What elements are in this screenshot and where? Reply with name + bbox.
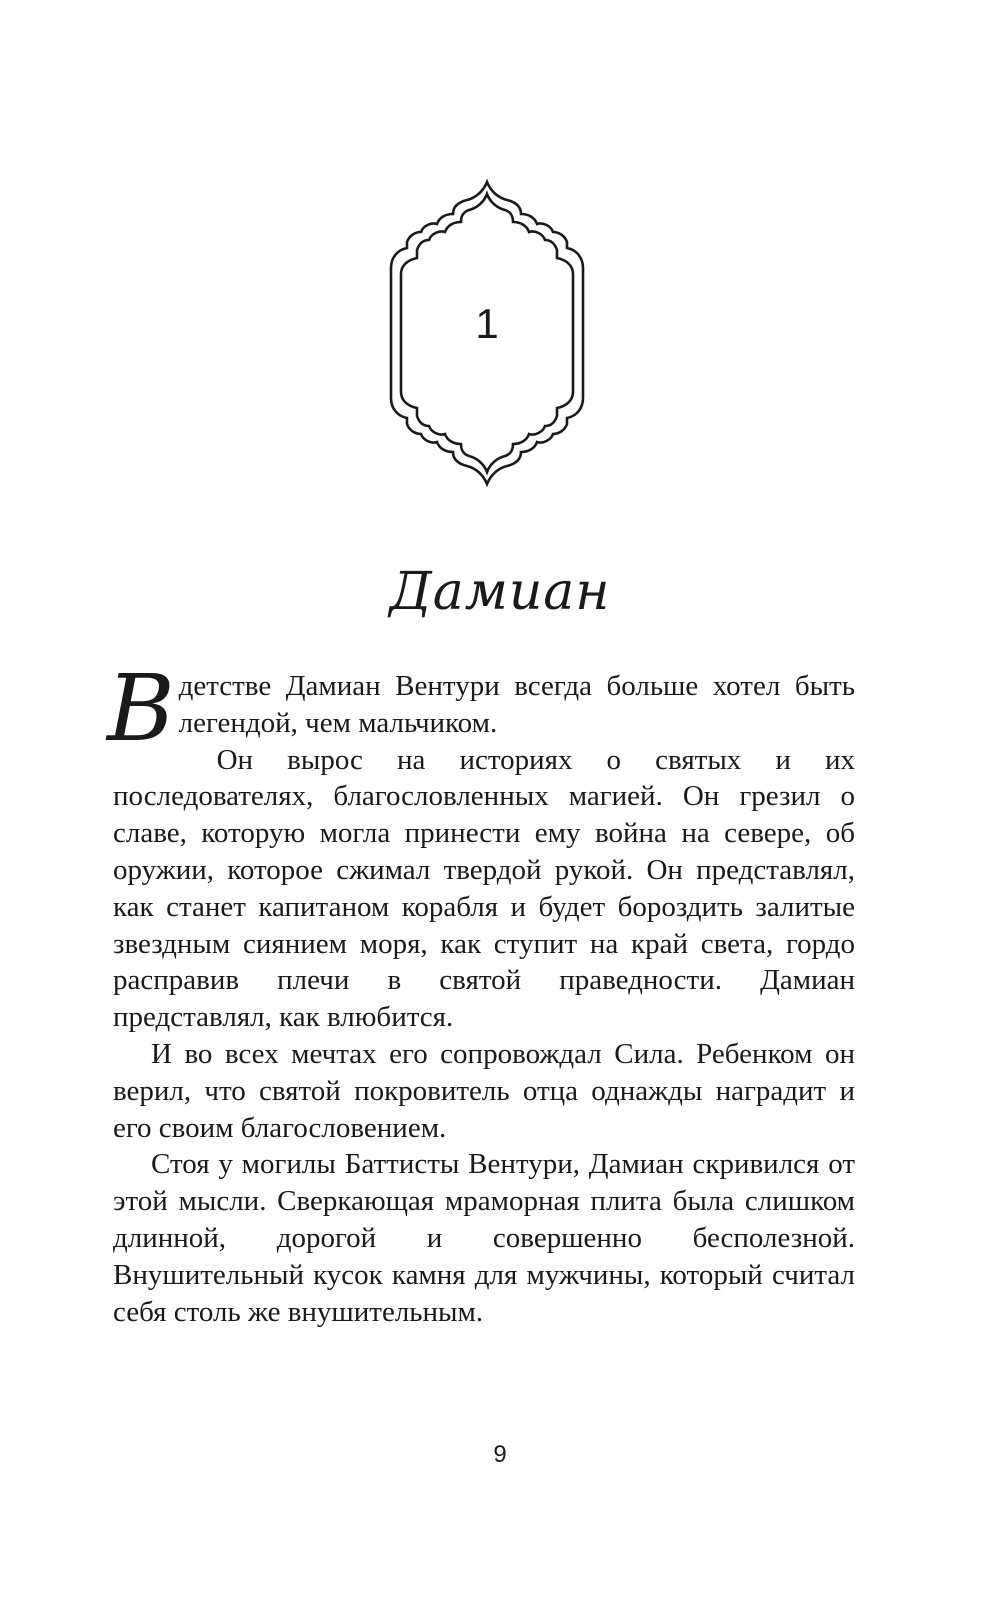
paragraph: И во всех мечтах его сопровождал Сила. Ребенком он верил, что святой покровитель отца однажды наградит и его своим благословением.	[113, 1037, 855, 1144]
chapter-title: Дамиан	[389, 562, 611, 622]
paragraph-text: детстве Дамиан Вентури всегда больше хотел быть легендой, чем мальчиком.	[178, 670, 855, 739]
paragraph	[107, 655, 855, 762]
drop-cap: В	[107, 655, 175, 762]
page-number: 9	[493, 1441, 507, 1468]
paragraph: Он вырос на историях о святых и их последователях, благословленных магией. Он грезил о славе, которую могла принести ему война на севере, об оружии, которое сжимал твердой рукой. Он представлял, как станет капитаном корабля и будет бороздить залитые звездным сиянием моря, как ступит на край света, гордо расправив плечи в святой праведности. Дамиан представлял, как влюбится.	[113, 743, 855, 1034]
body-text	[107, 655, 855, 1330]
chapter-number: 1	[475, 300, 499, 347]
paragraph: Стоя у могилы Баттисты Вентури, Дамиан скривился от этой мысли. Сверкающая мраморная плита была слишком длинной, дорогой и совершенно бесполезной. Внушительный кусок камня для мужчины, который считал себя столь же внушительным.	[113, 1148, 855, 1328]
